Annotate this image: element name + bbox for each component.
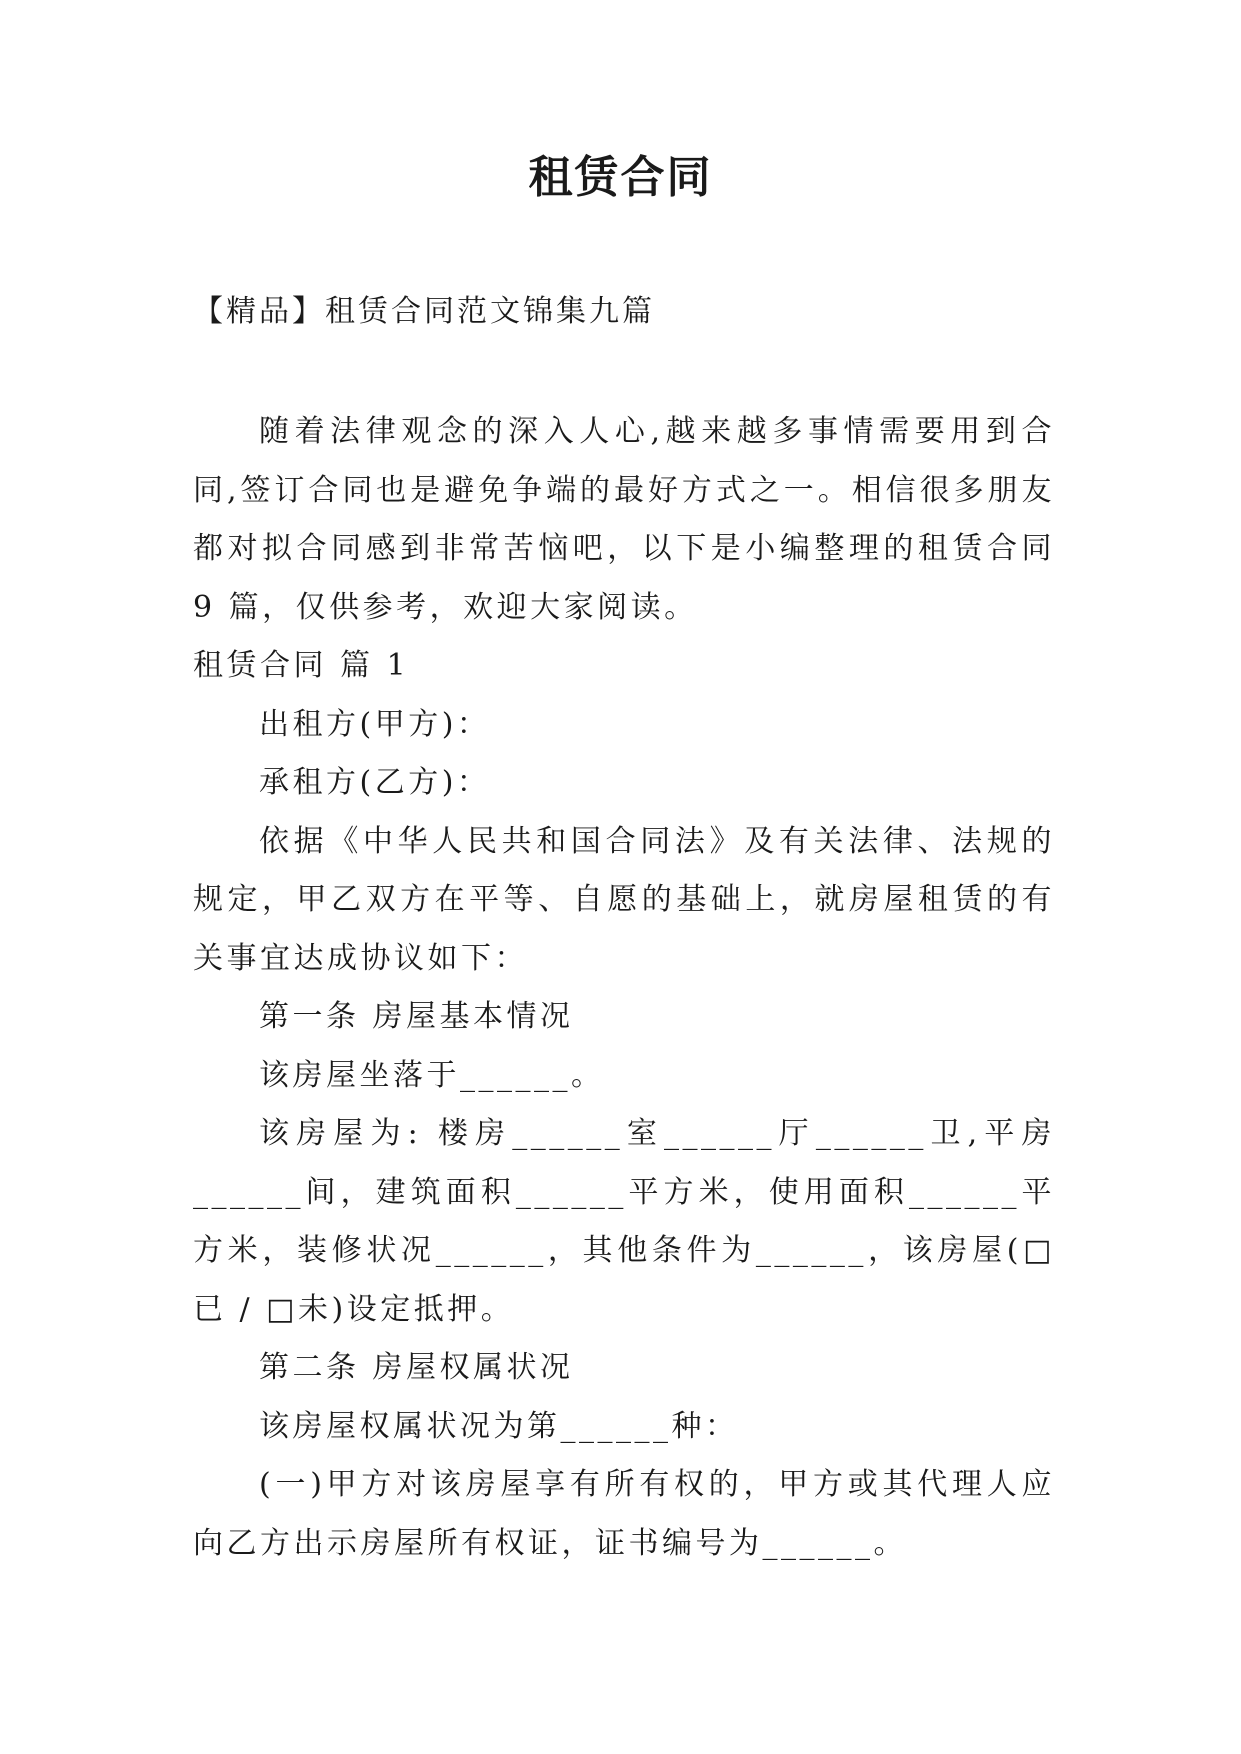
document-subtitle: 【精品】租赁合同范文锦集九篇 — [193, 294, 655, 329]
clause-paragraph: 该房屋为: 楼房______室______厅______卫,平房______间，建筑面积______平方米，使用面积______平方米，装修状况______，其他条件为______，该房屋(□已 / □未)设定抵押。 — [193, 1116, 1055, 1327]
article-heading: 第一条 房屋基本情况 — [259, 999, 574, 1034]
clause-paragraph: 该房屋权属状况为第______种： — [259, 1408, 739, 1444]
preamble-paragraph: 依据《中华人民共和国合同法》及有关法律、法规的规定，甲乙双方在平等、自愿的基础上，就房屋租赁的有关事宜达成协议如下： — [193, 823, 1055, 976]
intro-paragraph: 随着法律观念的深入人心,越来越多事情需要用到合同,签订合同也是避免争端的最好方式之一。相信很多朋友都对拟合同感到非常苦恼吧，以下是小编整理的租赁合同 9 篇，仅供参考，欢迎大家阅读。 — [193, 414, 1055, 625]
section-heading: 租赁合同 篇 1 — [193, 648, 410, 683]
clause-paragraph: 该房屋坐落于______。 — [259, 1057, 605, 1093]
lessee-line: 承租方(乙方)： — [259, 765, 491, 800]
document-body — [193, 403, 1055, 1573]
article-heading: 第二条 房屋权属状况 — [259, 1350, 574, 1385]
document-title: 租赁合同 — [528, 152, 713, 203]
lessor-line: 出租方(甲方)： — [259, 706, 491, 742]
clause-paragraph: (一)甲方对该房屋享有所有权的，甲方或其代理人应向乙方出示房屋所有权证，证书编号为______。 — [193, 1467, 1055, 1561]
